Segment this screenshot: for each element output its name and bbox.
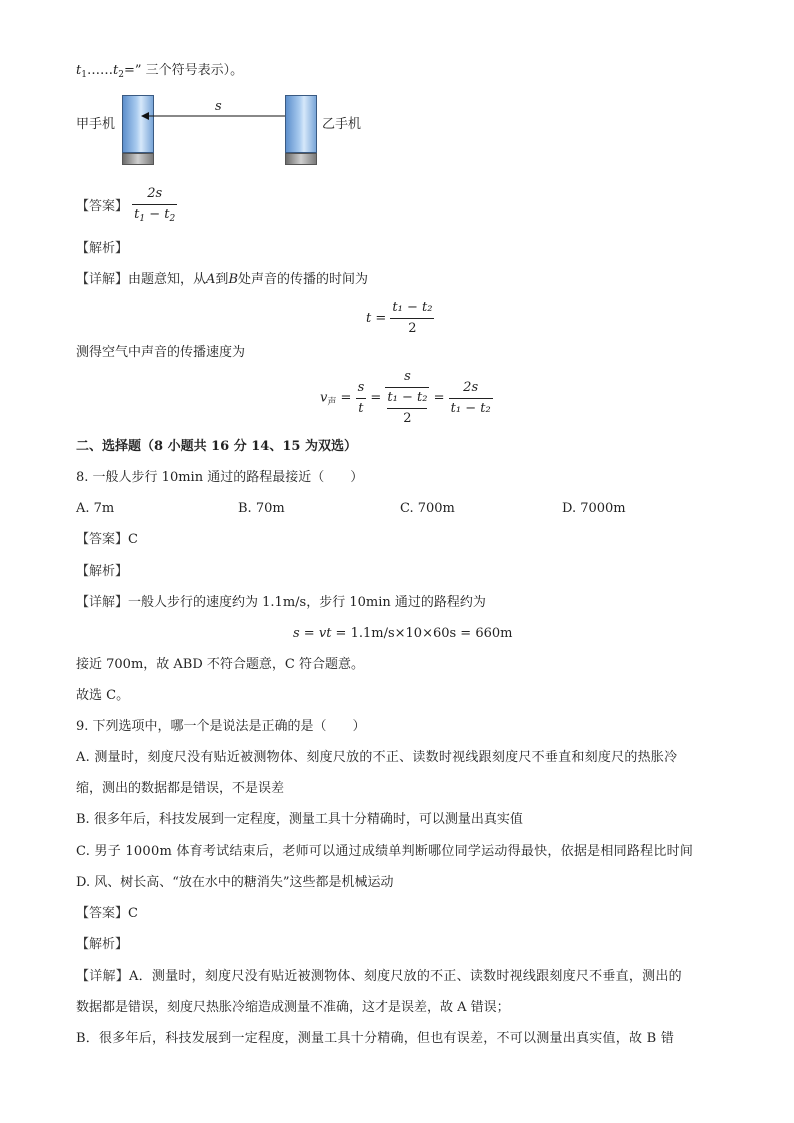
distance-label: s xyxy=(215,99,222,114)
q9-answer: 【答案】C xyxy=(76,906,138,921)
q8-option-c: C. 700m xyxy=(400,501,455,516)
phone-right-label: 乙手机 xyxy=(322,117,362,132)
q8-option-a: A. 7m xyxy=(76,501,115,516)
q8-stem: 8. 一般人步行 10min 通过的路程最接近（ ） xyxy=(76,470,364,485)
q8-choose: 故选 C。 xyxy=(76,688,130,703)
phone-left-icon xyxy=(122,95,154,165)
q7-answer-fraction: $\frac{2s}{t_1 - t_2}$ xyxy=(132,186,177,227)
q8-conclusion: 接近 700m，故 ABD 不符合题意，C 符合题意。 xyxy=(76,657,364,672)
continuation-line: $t_1\dots\dots t_2=$” 三个符号表示）。 xyxy=(76,63,244,80)
q8-equation: s = vt = 1.1m/s×10×60s = 660m xyxy=(293,626,513,641)
q9-option-a-line2: 缩，测出的数据都是错误，不是误差 xyxy=(76,781,285,796)
q7-time-equation: t = $\frac{\text{t₁ − t₂}}{2}$ xyxy=(366,300,433,336)
q7-speed-intro: 测得空气中声音的传播速度为 xyxy=(76,345,246,360)
q9-detail-line2: 数据都是错误，刻度尺热胀冷缩造成测量不准确，这才是误差，故 A 错误； xyxy=(76,1000,510,1015)
q9-detail-line1: 【详解】A．测量时，刻度尺没有贴近被测物体、刻度尺放的不正、读数时视线跟刻度尺不垂直，测出的 xyxy=(76,969,682,984)
q9-detail-line3: B．很多年后，科技发展到一定程度，测量工具十分精确，但也有误差，不可以测量出真实值，故 B 错 xyxy=(76,1031,675,1046)
q8-detail: 【详解】一般人步行的速度约为 1.1m/s，步行 10min 通过的路程约为 xyxy=(76,595,486,610)
q7-speed-equation: $v_声$ = $\frac{s}{t}$ = s t₁ − t₂ 2 = $\frac{2s}{\text{t₁ − t₂}}$ xyxy=(320,369,491,426)
q7-answer: 【答案】 $\frac{2s}{t_1 - t_2}$ xyxy=(76,186,177,227)
q7-analysis-label: 【解析】 xyxy=(76,241,129,256)
q8-answer: 【答案】C xyxy=(76,532,138,547)
q8-analysis-label: 【解析】 xyxy=(76,564,129,579)
q8-option-d: D. 7000m xyxy=(562,501,626,516)
q9-option-b: B. 很多年后，科技发展到一定程度，测量工具十分精确时，可以测量出真实值 xyxy=(76,812,523,827)
q8-option-b: B. 70m xyxy=(238,501,285,516)
q9-stem: 9. 下列选项中，哪一个是说法是正确的是（ ） xyxy=(76,719,366,734)
q7-detail: 【详解】由题意知，从A到B处声音的传播的时间为 xyxy=(76,272,369,287)
q9-option-c: C. 男子 1000m 体育考试结束后，老师可以通过成绩单判断哪位同学运动得最快，依据是相同路程比时间 xyxy=(76,844,694,859)
phone-right-icon xyxy=(285,95,317,165)
q9-option-d: D. 风、树长高、“放在水中的糖消失”这些都是机械运动 xyxy=(76,875,394,890)
phone-left-label: 甲手机 xyxy=(76,117,116,132)
section-2-title: 二、选择题（8 小题共 16 分 14、15 为双选） xyxy=(76,439,357,454)
q9-analysis-label: 【解析】 xyxy=(76,937,129,952)
q9-option-a-line1: A. 测量时，刻度尺没有贴近被测物体、刻度尺放的不正、读数时视线跟刻度尺不垂直和刻度尺的热胀冷 xyxy=(76,750,678,765)
